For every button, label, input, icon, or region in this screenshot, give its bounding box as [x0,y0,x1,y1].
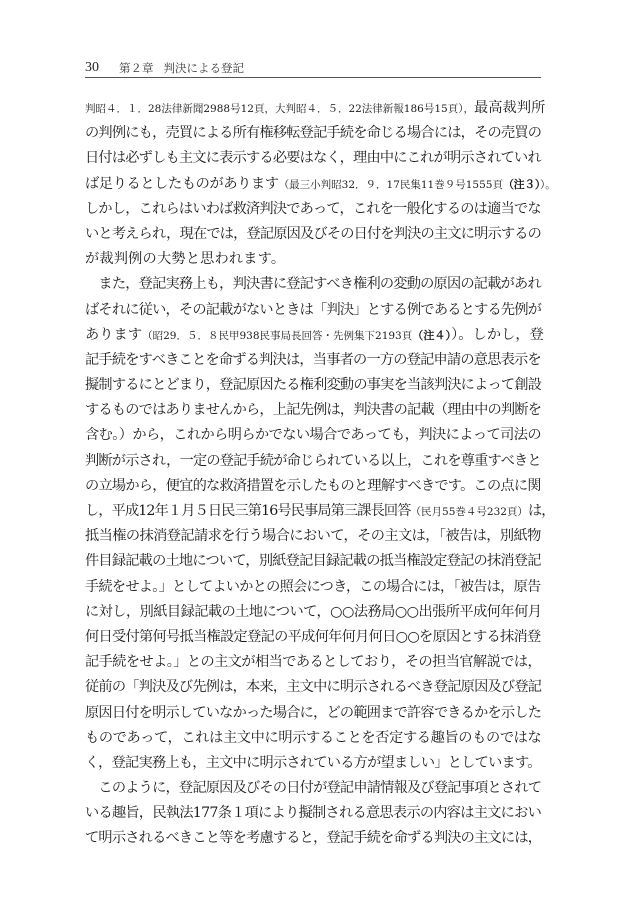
text-line [85,726,545,751]
body-text [85,96,556,852]
citation-text: ）。 [540,178,556,191]
text-line [85,172,556,197]
text-segment: 擬制するにとどまり，登記原因たる権利変動の事実を当該判決によって創設 [85,377,542,394]
text-segment: に対し，別紙目録記載の土地について，○○法務局○○出張所平成何年何月 [85,603,542,620]
text-segment: このように，登記原因及びその日付が登記申請情報及び登記事項とされて [85,780,542,797]
text-line [85,549,545,574]
text-line [85,197,545,222]
citation-text: 判昭４．１．28法律新聞2988号12頁，大判昭４．５．22法律新報186号15頁）， [85,103,474,115]
text-line [85,298,545,323]
text-line [85,675,545,700]
page-number: 30 [85,60,99,75]
text-line [85,323,545,348]
chapter-title: 判決による登記 [163,61,244,75]
text-line [85,373,545,398]
text-line [85,121,545,146]
text-line [85,600,545,625]
header-rule [85,77,541,78]
running-header [85,52,541,76]
text-segment: 日付は必ずしも主文に表示する必要はなく，理由中にこれが明示されていれ [85,150,541,167]
text-line [85,449,545,474]
text-segment: ばそれに従い，その記載がないときは「判決」とする例であるとする先例が [85,301,542,318]
text-line [85,575,545,600]
text-line [85,348,545,373]
text-line [85,247,545,272]
text-line [85,650,545,675]
citation-text: （最三小判昭32．９．17民集11巻９号1555頁 [278,178,503,191]
text-segment: するものではありませんから，上記先例は，判決書の記載（理由中の判断を [85,402,542,419]
text-segment: いる趣旨，民執法177条１項により擬制される意思表示の内容は主文におい [85,805,542,822]
chapter-label: 第２章 [119,61,154,75]
text-line [85,398,545,423]
citation-text: （民月55巻４号232頁） [410,506,528,518]
text-line [85,423,545,448]
text-line [85,701,545,726]
text-segment: し，平成12年１月５日民三第16号民事局第三課長回答 [85,503,411,519]
text-segment: 件目録記載の土地について，別紙登記目録記載の抵当権設定登記の抹消登記 [85,553,541,570]
text-segment: 記手続をせよ。」との主文が相当であるとしており，その担当官解説では， [85,654,542,671]
note-reference: （注３） [502,177,541,191]
text-line [85,826,545,851]
text-line [85,499,555,524]
text-line [85,751,545,776]
text-line [85,96,545,121]
text-segment: 手続をせよ。」としてよいかとの照会につき，この場合には，「被告は，原告 [85,578,541,595]
text-line [85,222,545,247]
text-line [85,776,545,801]
text-segment: の立場から，便宜的な救済措置を示したものと理解すべきです。この点に関 [85,477,541,494]
text-line [85,272,545,297]
citation-text: （昭29．５．８民甲938民事局長回答・先例集下2193頁 [142,329,413,342]
text-segment: 何日受付第何号抵当権設定登記の平成何年何月何日○○を原因とする抹消登 [85,628,541,645]
text-segment: の判例にも，売買による所有権移転登記手続を命じる場合には，その売買の [85,125,542,142]
text-line [85,146,545,171]
text-segment: 判断が示され，一定の登記手続が命じられている以上，これを尊重すべきと [85,452,541,469]
text-segment: いと考えられ，現在では，登記原因及びその日付を判決の主文に明示するの [85,225,542,242]
text-line [85,801,545,826]
text-segment: ものであって，これは主文中に明示することを否定する趣旨のものではな [85,729,542,746]
text-segment: 従前の「判決及び先例は，本来，主文中に明示されるべき登記原因及び登記 [85,679,542,696]
text-segment: しかし，これらはいわば救済判決であって，これを一般化するのは適当でな [85,200,541,217]
text-line [85,474,545,499]
text-segment: 最高裁判所 [473,100,546,116]
text-segment: は， [527,503,555,519]
text-line [85,625,545,650]
text-segment: 原因日付を明示していなかった場合に，どの範囲まで許容できるかを示した [85,704,542,721]
text-segment: 抵当権の抹消登記請求を行う場合において，その主文は，「被告は，別紙物 [85,528,541,545]
text-line [85,524,545,549]
text-segment: あります [85,326,143,343]
text-segment: また，登記実務上も，判決書に登記すべき権利の変動の原因の記載があれ [85,276,541,293]
text-segment: 記手続をすべきことを命ずる判決は，当事者の一方の登記申請の意思表示を [85,351,541,368]
text-segment: 含む。）から，これから明らかでない場合であっても，判決によって司法の [85,427,541,444]
text-segment: ）。しかし，登 [451,326,544,343]
text-segment: が裁判例の大勢と思われます。 [85,251,286,268]
text-segment: ば足りるとしたものがあります [85,175,279,192]
text-segment: て明示されるべきこと等を考慮すると，登記手続を命ずる判決の主文には， [85,830,542,847]
text-segment: く，登記実務上も，主文中に明示されている方が望ましい」としています。 [85,754,541,771]
note-reference: （注４） [412,328,452,342]
